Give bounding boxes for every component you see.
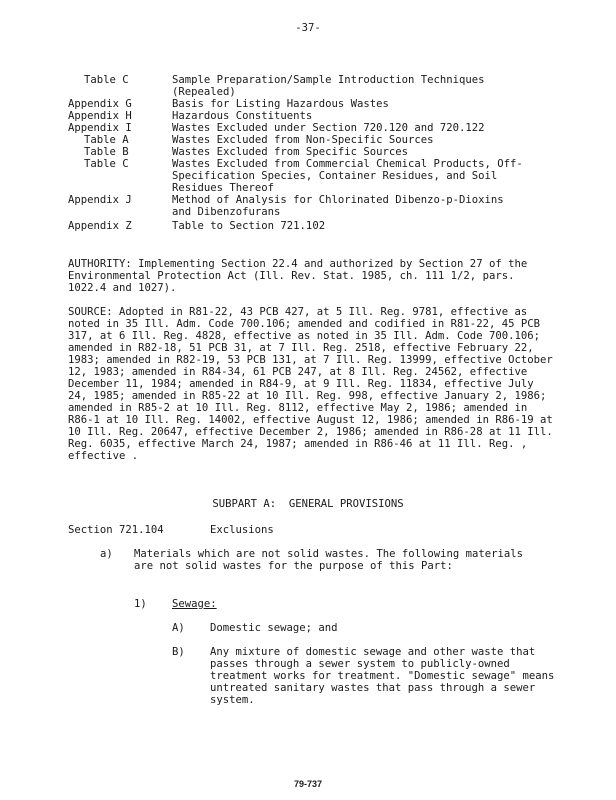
section-number: Section 721.104 — [68, 524, 164, 536]
item-a-text: Materials which are not solid wastes. The following materials are not solid wastes for the purpose of this Part: — [134, 548, 524, 572]
toc-entry — [0, 74, 616, 98]
item-1-title: Sewage: — [172, 598, 217, 610]
toc-entry — [0, 220, 616, 232]
item-1-label: 1) — [134, 598, 147, 610]
toc-label: Appendix G — [68, 98, 132, 110]
toc-desc: Wastes Excluded from Specific Sources — [172, 146, 408, 158]
toc-desc: Basis for Listing Hazardous Wastes — [172, 98, 389, 110]
toc-label: Table C — [84, 74, 129, 86]
toc-desc: Wastes Excluded under Section 720.120 and 720.122 — [172, 122, 485, 134]
toc-entry — [0, 98, 616, 110]
toc-entry — [0, 146, 616, 158]
toc-desc: Method of Analysis for Chlorinated Dibenzo-p-Dioxins and Dibenzofurans — [172, 194, 504, 218]
toc-desc: Table to Section 721.102 — [172, 220, 326, 232]
subpart-heading: SUBPART A: GENERAL PROVISIONS — [212, 498, 404, 510]
section-title: Exclusions — [210, 524, 274, 536]
toc-desc: Wastes Excluded from Commercial Chemical Products, Off-Specification Species, Container Residues, and Soil Residues Thereof — [172, 158, 523, 194]
toc-entry — [0, 194, 616, 218]
authority-paragraph: AUTHORITY: Implementing Section 22.4 and authorized by Section 27 of the Environmental Protection Act (Ill. Rev. Stat. 1985, ch. 111 1/2, pars. 1022.4 and 1027). — [68, 258, 528, 294]
item-B-text: Any mixture of domestic sewage and other waste that passes through a sewer system to publicly-owned treatment works for treatment. "Domestic sewage" means untreated sanitary wastes that pass through a sewer system. — [210, 646, 555, 706]
item-A-text: Domestic sewage; and — [210, 622, 338, 634]
toc-label: Table A — [84, 134, 129, 146]
toc-label: Appendix H — [68, 110, 132, 122]
toc-desc: Sample Preparation/Sample Introduction Techniques (Repealed) — [172, 74, 485, 98]
toc-desc: Hazardous Constituents — [172, 110, 313, 122]
item-B-label: B) — [172, 646, 185, 658]
page-footer: 79-737 — [293, 779, 323, 789]
source-paragraph: SOURCE: Adopted in R81-22, 43 PCB 427, at 5 Ill. Reg. 9781, effective as noted in 35 Ill. Adm. Code 700.106; amended and codified in R81-22, 45 PCB 317, at 6 Ill. Reg. 4828, effective as noted in 35 Ill. Adm. Code 700.106; amended in R82-18, 51 PCB 31, at 7 Ill. Reg. 2518, effective February 22, 1983; amended in R82-19, 53 PCB 131, at 7 Ill. Reg. 13999, effective October 12, 1983; amended in R84-34, 61 PCB 247, at 8 Ill. Reg. 24562, effective December 11, 1984; amended in R84-9, at 9 Ill. Reg. 11834, effective July 24, 1985; amended in R85-22 at 10 Ill. Reg. 998, effective January 2, 1986; amended in R85-2 at 10 Ill. Reg. 8112, effective May 2, 1986; amended in R86-1 at 10 Ill. Reg. 14002, effective August 12, 1986; amended in R86-19 at 10 Ill. Reg. 20647, effective December 2, 1986; amended in R86-28 at 11 Ill. Reg. 6035, effective March 24, 1987; amended in R86-46 at 11 Ill. Reg. , effective . — [68, 306, 553, 462]
toc-desc: Wastes Excluded from Non-Specific Sources — [172, 134, 434, 146]
toc-entry — [0, 158, 616, 194]
item-A-label: A) — [172, 622, 185, 634]
page-number: -37- — [295, 22, 321, 34]
toc-entry — [0, 122, 616, 134]
item-a-label: a) — [100, 548, 113, 560]
toc-entry — [0, 134, 616, 146]
toc-label: Appendix Z — [68, 220, 132, 232]
toc-label: Appendix I — [68, 122, 132, 134]
toc-label: Table B — [84, 146, 129, 158]
toc-entry — [0, 110, 616, 122]
toc-label: Appendix J — [68, 194, 132, 206]
toc-label: Table C — [84, 158, 129, 170]
